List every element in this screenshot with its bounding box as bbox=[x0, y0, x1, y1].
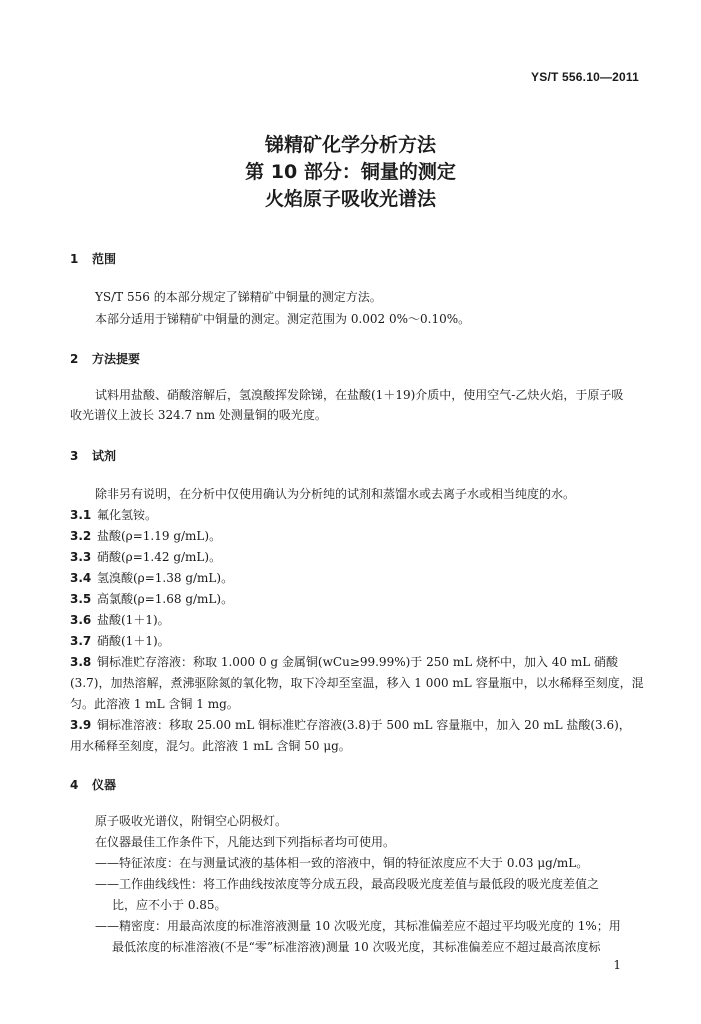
title-line-2: 第 10 部分：铜量的测定 bbox=[245, 161, 456, 183]
section-heading-apparatus bbox=[70, 776, 116, 793]
section-number: 2 bbox=[70, 352, 79, 366]
reagent-item: 3.1 氟化氢铵。 bbox=[70, 508, 158, 522]
section-number: 1 bbox=[70, 252, 79, 266]
reagent-item-3-8-line-1: 3.8 铜标准贮存溶液：称取 1.000 0 g 金属铜(wCu≥99.99%)于 250 mL 烧杯中，加入 40 mL 硝酸 bbox=[70, 655, 619, 669]
section-heading-reagents bbox=[70, 447, 116, 464]
apparatus-dash-item-2-line-1: ——工作曲线线性：将工作曲线按浓度等分成五段，最高段吸光度差值与最低段的吸光度差值之 bbox=[95, 877, 600, 891]
method-line-1: 试料用盐酸、硝酸溶解后，氢溴酸挥发除锑，在盐酸(1＋19)介质中，使用空气-乙炔火焰，于原子吸 bbox=[95, 388, 624, 402]
scope-paragraph-2: 本部分适用于锑精矿中铜量的测定。测定范围为 0.002 0%～0.10%。 bbox=[95, 312, 471, 326]
reagent-item: 3.7 硝酸(1＋1)。 bbox=[70, 634, 170, 648]
section-heading-scope bbox=[70, 250, 116, 267]
title-line-3: 火焰原子吸收光谱法 bbox=[264, 188, 436, 210]
reagent-item: 3.5 高氯酸(ρ=1.68 g/mL)。 bbox=[70, 592, 234, 606]
document-code: YS/T 556.10—2011 bbox=[531, 70, 639, 84]
apparatus-paragraph-2: 在仪器最佳工作条件下，凡能达到下列指标者均可使用。 bbox=[95, 835, 396, 849]
section-title: 试剂 bbox=[92, 449, 117, 463]
section-heading-method bbox=[70, 350, 140, 367]
reagent-item: 3.4 氢溴酸(ρ=1.38 g/mL)。 bbox=[70, 571, 234, 585]
scope-paragraph-1: YS/T 556 的本部分规定了锑精矿中铜量的测定方法。 bbox=[95, 290, 382, 304]
section-number: 3 bbox=[70, 449, 79, 463]
apparatus-dash-item-1: ——特征浓度：在与测量试液的基体相一致的溶液中，铜的特征浓度应不大于 0.03 μg/mL。 bbox=[95, 856, 589, 870]
section-title: 范围 bbox=[92, 252, 117, 266]
reagent-item: 3.2 盐酸(ρ=1.19 g/mL)。 bbox=[70, 529, 222, 543]
reagent-item: 3.6 盐酸(1＋1)。 bbox=[70, 613, 170, 627]
reagent-item-3-9-line-2: 用水稀释至刻度，混匀。此溶液 1 mL 含铜 50 μg。 bbox=[70, 739, 351, 753]
method-line-2: 收光谱仪上波长 324.7 nm 处测量铜的吸光度。 bbox=[70, 408, 327, 422]
apparatus-paragraph-1: 原子吸收光谱仪，附铜空心阴极灯。 bbox=[95, 814, 288, 828]
title-line-1: 锑精矿化学分析方法 bbox=[264, 134, 436, 156]
apparatus-dash-item-2-line-2: 比，应不小于 0.85。 bbox=[112, 898, 227, 912]
reagent-item-3-9-line-1: 3.9 铜标准溶液：移取 25.00 mL 铜标准贮存溶液(3.8)于 500 mL 容量瓶中，加入 20 mL 盐酸(3.6)， bbox=[70, 718, 631, 732]
reagent-item: 3.3 硝酸(ρ=1.42 g/mL)。 bbox=[70, 550, 222, 564]
section-number: 4 bbox=[70, 778, 79, 792]
document-title bbox=[0, 132, 701, 213]
section-title: 仪器 bbox=[92, 778, 117, 792]
section-title: 方法提要 bbox=[92, 352, 141, 366]
page-number: 1 bbox=[613, 958, 621, 972]
apparatus-dash-item-3-line-1: ——精密度：用最高浓度的标准溶液测量 10 次吸光度，其标准偏差应不超过平均吸光度的 1%；用 bbox=[95, 919, 621, 933]
reagent-item-3-8-line-2: (3.7)，加热溶解，煮沸驱除氮的氧化物，取下冷却至室温，移入 1 000 mL 容量瓶中，以水稀释至刻度，混 bbox=[70, 676, 644, 690]
reagents-intro: 除非另有说明，在分析中仅使用确认为分析纯的试剂和蒸馏水或去离子水或相当纯度的水。 bbox=[95, 487, 576, 501]
apparatus-dash-item-3-line-2: 最低浓度的标准溶液(不是“零”标准溶液)测量 10 次吸光度，其标准偏差应不超过最高浓度标 bbox=[112, 940, 601, 954]
reagent-item-3-8-line-3: 匀。此溶液 1 mL 含铜 1 mg。 bbox=[70, 697, 239, 711]
